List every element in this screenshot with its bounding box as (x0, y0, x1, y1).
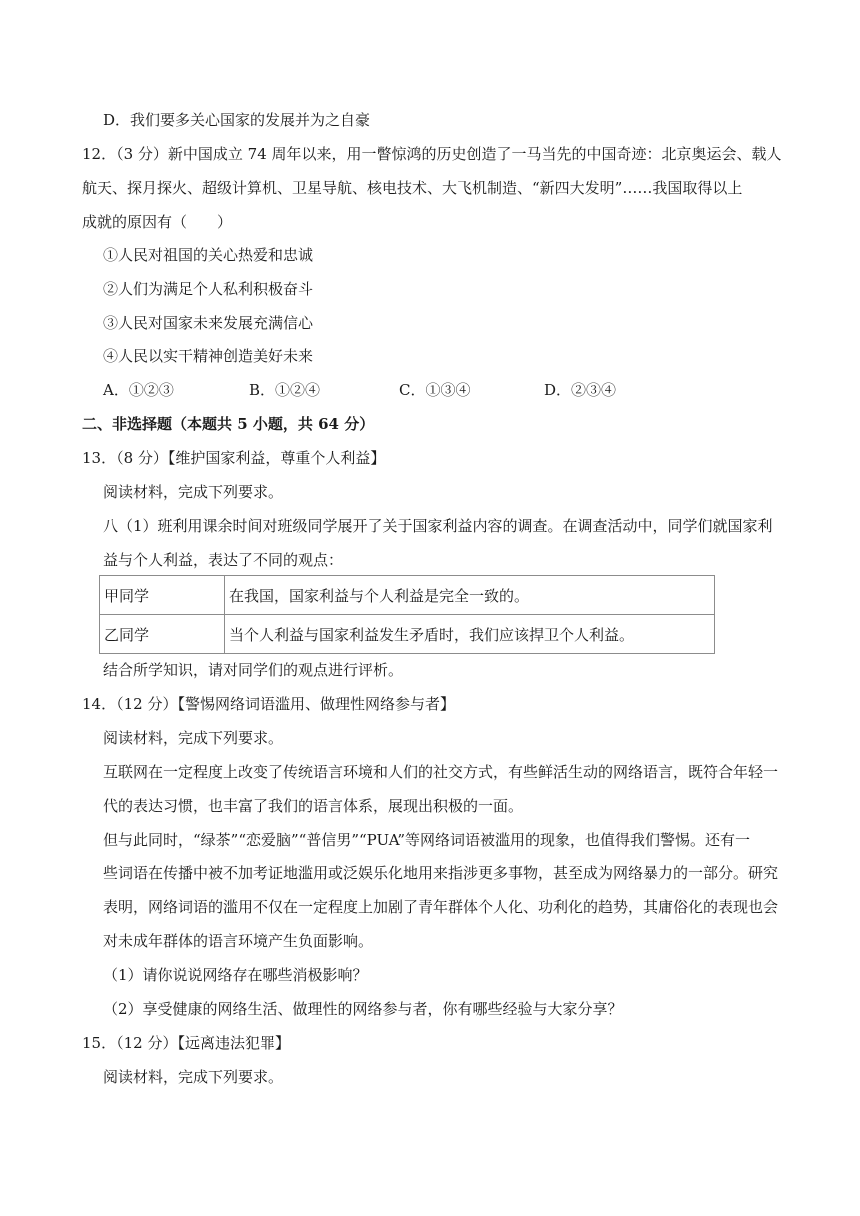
q14-p2-line-3: 表明，网络词语的滥用不仅在一定程度上加剧了青年群体个人化、功利化的趋势，其庸俗化的表现也会 (103, 898, 779, 916)
q13-instruction: 阅读材料，完成下列要求。 (103, 483, 284, 501)
q13-paragraph-line-1: 八（1）班利用课余时间对班级同学展开了关于国家利益内容的调查。在调查活动中，同学们就国家利 (103, 517, 773, 535)
q14-title: 14．（12 分）【警惕网络词语滥用、做理性网络参与者】 (82, 695, 455, 713)
q14-sub-question-2: （2）享受健康的网络生活、做理性的网络参与者，你有哪些经验与大家分享？ (103, 1000, 623, 1018)
q12-stem-line-1: 12．（3 分）新中国成立 74 周年以来，用一瞥惊鸿的历史创造了一马当先的中国奇迹：北京奥运会、载人 (82, 145, 782, 163)
q13-title: 13．（8 分）【维护国家利益，尊重个人利益】 (82, 449, 386, 467)
q12-item-4: ④人民以实干精神创造美好未来 (103, 347, 314, 365)
q15-instruction: 阅读材料，完成下列要求。 (103, 1068, 284, 1086)
q14-sub-question-1: （1）请你说说网络存在哪些消极影响？ (103, 966, 368, 984)
q14-p2-line-2: 些词语在传播中被不加考证地滥用或泛娱乐化地用来指涉更多事物，甚至成为网络暴力的一部分。研究 (103, 864, 779, 882)
q12-stem-line-2: 航天、探月探火、超级计算机、卫星导航、核电技术、大飞机制造、“新四大发明”……我国取得以上 (82, 179, 743, 197)
section-2-title: 二、非选择题（本题共 5 小题，共 64 分） (82, 415, 375, 433)
q12-stem-line-3: 成就的原因有（ ） (82, 213, 233, 231)
q11-option-d: D．我们要多关心国家的发展并为之自豪 (103, 111, 371, 129)
q12-option-b: B．①②④ (249, 381, 321, 399)
q13-paragraph-line-2: 益与个人利益，表达了不同的观点： (103, 551, 344, 569)
table-row (100, 576, 715, 615)
student-view-cell: 在我国，国家利益与个人利益是完全一致的。 (225, 576, 715, 615)
q14-instruction: 阅读材料，完成下列要求。 (103, 729, 284, 747)
q12-item-1: ①人民对祖国的关心热爱和忠诚 (103, 246, 314, 264)
table-row (100, 615, 715, 654)
q12-item-3: ③人民对国家未来发展充满信心 (103, 314, 314, 332)
q14-p1-line-2: 代的表达习惯，也丰富了我们的语言体系，展现出积极的一面。 (103, 797, 524, 815)
q13-viewpoints-table (99, 575, 715, 654)
q12-option-a: A．①②③ (103, 381, 174, 399)
student-name-cell: 乙同学 (100, 615, 225, 654)
q14-p2-line-1: 但与此同时，“绿茶”“恋爱脑”“普信男”“PUA”等网络词语被滥用的现象，也值得我们警惕。还有一 (103, 831, 750, 849)
q14-p2-line-4: 对未成年群体的语言环境产生负面影响。 (103, 932, 374, 950)
q12-option-d: D．②③④ (544, 381, 617, 399)
student-view-cell: 当个人利益与国家利益发生矛盾时，我们应该捍卫个人利益。 (225, 615, 715, 654)
student-name-cell: 甲同学 (100, 576, 225, 615)
q12-option-c: C．①③④ (399, 381, 471, 399)
q15-title: 15．（12 分）【远离违法犯罪】 (82, 1034, 290, 1052)
q12-item-2: ②人们为满足个人私利积极奋斗 (103, 280, 314, 298)
q14-p1-line-1: 互联网在一定程度上改变了传统语言环境和人们的社交方式，有些鲜活生动的网络语言，既符合年轻一 (103, 763, 779, 781)
q13-task: 结合所学知识，请对同学们的观点进行评析。 (103, 661, 404, 679)
